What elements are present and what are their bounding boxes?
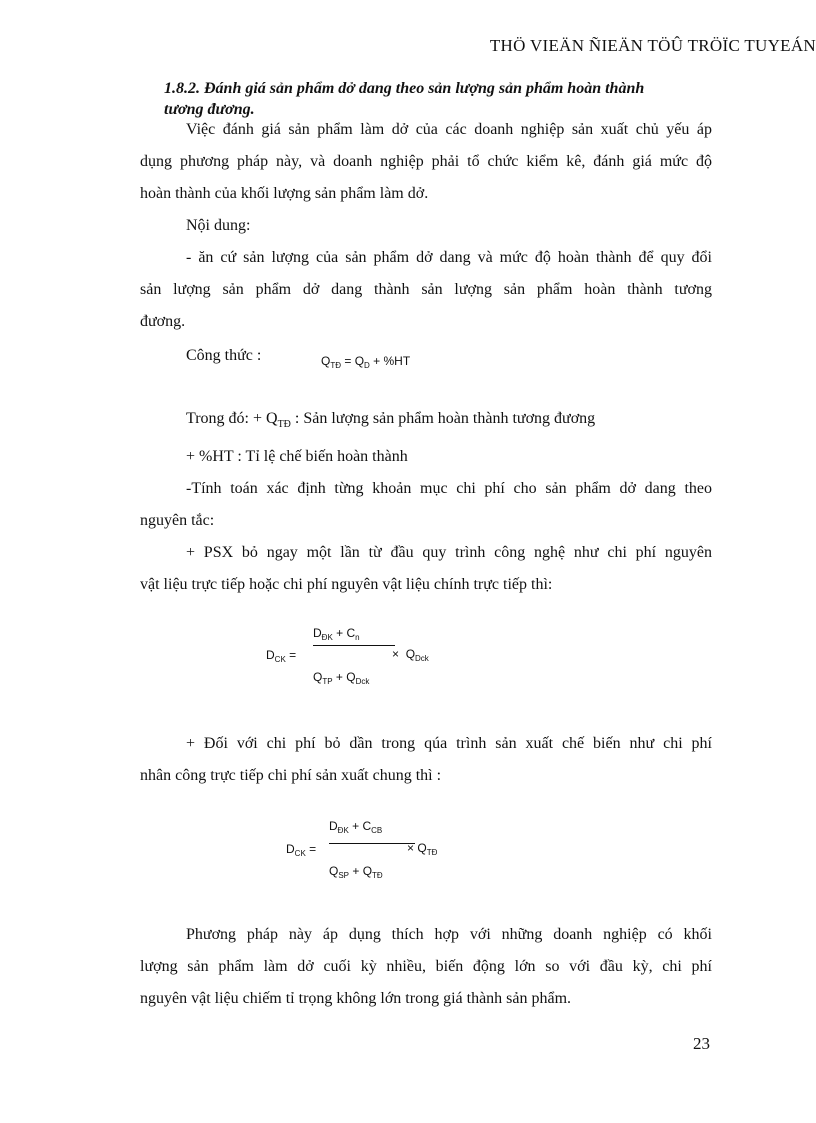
definition-ht: + %HT : Tỉ lệ chế biến hoàn thành (186, 448, 408, 466)
equivalent-output-formula: $Q_{TĐ} = Q_D + \%HT$ (321, 354, 411, 370)
paragraph-line: sản lượng sản phẩm dở dang thành sản lượng sản phẩm hoàn thành tương (140, 281, 712, 298)
paragraph-line: lượng sản phẩm làm dở cuối kỳ nhiều, biến động lớn so với đầu kỳ, chi phí (140, 958, 712, 975)
formula-2-lhs: $D_{CK}$ = (286, 842, 317, 858)
paragraph-line: -Tính toán xác định từng khoản mục chi phí cho sản phẩm dở dang theo (186, 480, 712, 498)
formula-1-numerator: $D_{ĐK} + C_n$ (313, 626, 360, 642)
paragraph-conclusion (140, 919, 712, 1015)
paragraph-line: đương. (140, 313, 186, 330)
definition-qtd: Trong đó: + $Q_{TĐ}$ : Sản lượng sản phẩm hoàn thành tương đương (186, 410, 596, 431)
paragraph-line: dụng phương pháp này, và doanh nghiệp phải tổ chức kiểm kê, đánh giá mức độ (140, 153, 712, 170)
paragraph-line: - ăn cứ sản lượng của sản phẩm dở dang và mức độ hoàn thành để quy đổi (186, 249, 712, 266)
page-header: THÖ VIEÄN ÑIEÄN TÖÛ TRÖÏC TUYEÁN (489, 36, 816, 55)
content-label: Nội dung: (186, 217, 251, 234)
paragraph-line: + Đối với chi phí bỏ dần trong qúa trình sản xuất chế biến như chi phí (186, 735, 712, 752)
formula-1-fraction-bar (313, 645, 395, 646)
section-heading-line-1: 1.8.2. Đánh giá sản phẩm dở dang theo sản lượng sản phẩm hoàn thành (164, 80, 645, 97)
definitions (140, 403, 712, 601)
formula-2-multiplier: × $Q_{TĐ}$ (407, 841, 438, 857)
section-heading-line-2: tương đương. (164, 101, 255, 118)
formula-label: Công thức : (186, 347, 262, 364)
paragraph-line: + PSX bỏ ngay một lần từ đầu quy trình công nghệ như chi phí nguyên (186, 544, 712, 562)
page-number: 23 (693, 1034, 710, 1053)
paragraph-line: nhân công trực tiếp chi phí sản xuất chung thì : (140, 767, 442, 784)
formula-1-multiplier: × $Q_{Dck}$ (392, 647, 429, 663)
formula-2-numerator: $D_{ĐK} + C_{CB}$ (329, 819, 383, 835)
paragraph-line: Phương pháp này áp dụng thích hợp với những doanh nghiệp có khối (186, 926, 712, 943)
paragraph-intro (140, 114, 712, 338)
paragraph-overhead (140, 728, 712, 792)
paragraph-line: nguyên vật liệu chiếm tỉ trọng không lớn trong giá thành sản phẩm. (140, 990, 572, 1007)
paragraph-line: Việc đánh giá sản phẩm làm dở của các doanh nghiệp sản xuất chủ yếu áp (186, 121, 712, 138)
paragraph-line: vật liệu trực tiếp hoặc chi phí nguyên vật liệu chính trực tiếp thì: (140, 576, 553, 594)
paragraph-line: hoàn thành của khối lượng sản phẩm làm dở. (140, 185, 429, 202)
formula-2-fraction-bar (329, 843, 415, 844)
formula-label-row (140, 340, 712, 372)
formula-1-denominator: $Q_{TP} + Q_{Dck}$ (313, 670, 370, 686)
formula-2-denominator: $Q_{SP} + Q_{TĐ}$ (329, 864, 383, 880)
formula-1-lhs: $D_{CK}$ = (266, 648, 297, 664)
paragraph-line: nguyên tắc: (140, 512, 215, 530)
